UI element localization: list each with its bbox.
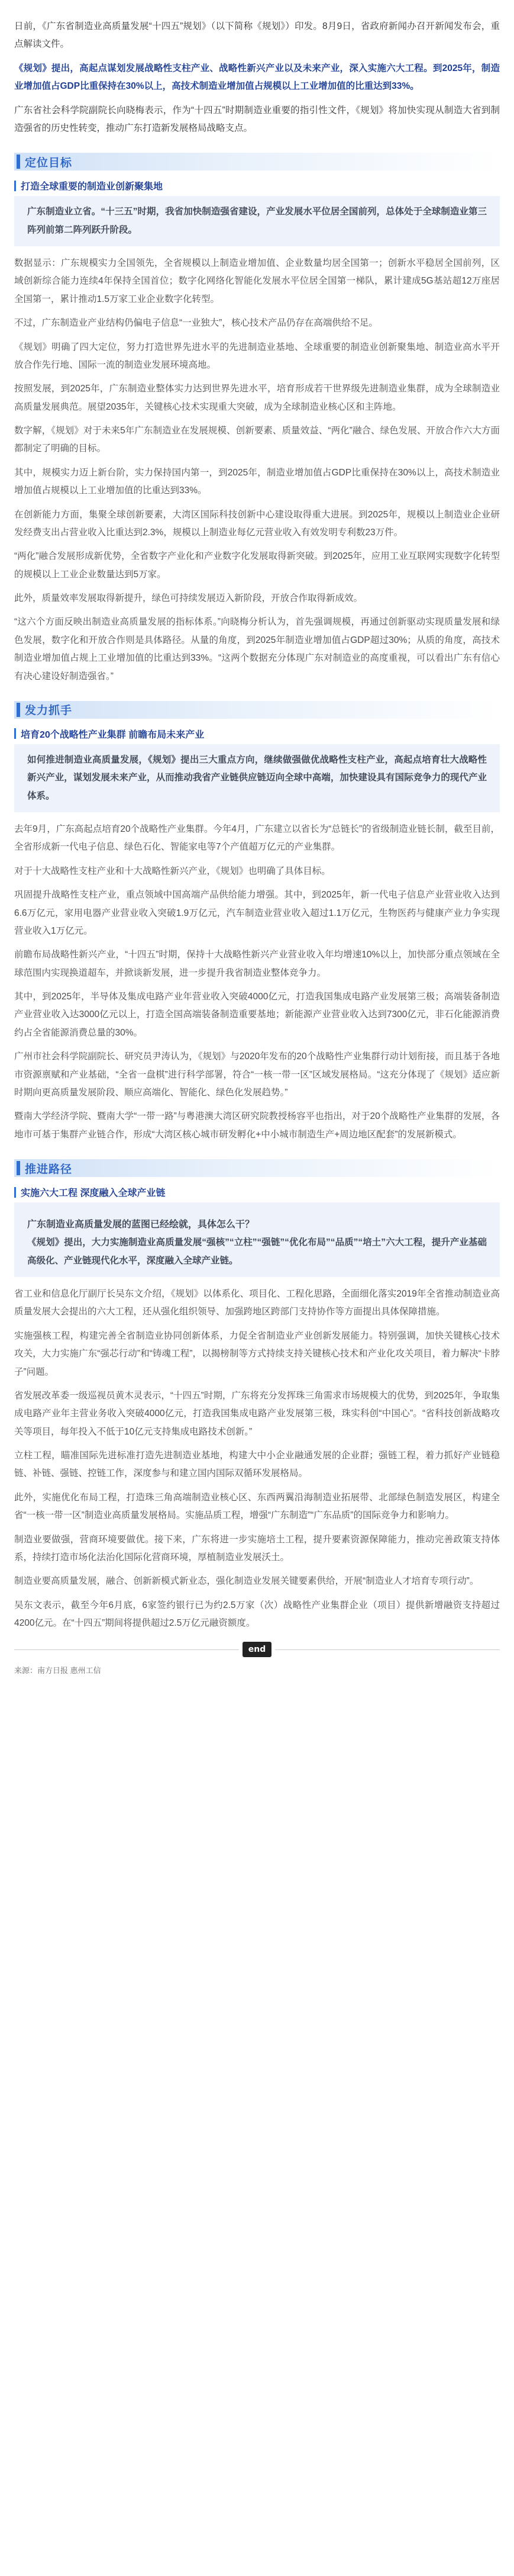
subtitle-marker-icon: [14, 728, 16, 739]
body-paragraph: 实施强核工程，构建完善全省制造业协同创新体系，力促全省制造业产业创新发展能力。特别强调，加快关键核心技术攻关，大力实施广东“强芯行动”和“铸魂工程”，以揭榜制等方式持续支持关键核心技术和产业化攻关项目，着力解决“卡脖子”问题。: [14, 1330, 500, 1377]
body-paragraph: 《规划》明确了四大定位，努力打造世界先进水平的先进制造业基地、全球重要的制造业创新聚集地、制造业高水平开放合作先行地、国际一流的制造业发展环境高地。: [14, 342, 500, 370]
body-paragraph: 在创新能力方面，集聚全球创新要素，大湾区国际科技创新中心建设取得重大进展。到2025年，规模以上制造业企业研发经费支出占营业收入比重达到2.3%，规模以上制造业每亿元营业收入有效发明专利数23万件。: [14, 509, 500, 538]
section-header-background: [14, 1159, 500, 1177]
body-paragraph: 数字解，《规划》对于未来5年广东制造业在发展规模、创新要素、质量效益、“两化”融合、绿色发展、开放合作六大方面都制定了明确的目标。: [14, 426, 500, 454]
intro-paragraph: 广东省社会科学院副院长向晓梅表示，作为“十四五”时期制造业重要的指引性文件，《规划》将加快实现从制造大省到制造强省的历史性转变，推动广东打造新发展格局战略支点。: [14, 105, 500, 133]
body-paragraph: 不过，广东制造业产业结构仍偏电子信息“一业独大”，核心技术产品仍存在高端供给不足。: [14, 318, 378, 329]
intro-highlight: 《规划》提出，高起点谋划发展战略性支柱产业、战略性新兴产业以及未来产业，深入实施六大工程。到2025年，制造业增加值占GDP比重保持在30%以上，高技术制造业增加值占规模以上工业增加值的比重达到33%。: [14, 63, 500, 92]
end-badge: end: [243, 1642, 271, 1657]
body-paragraph: 对于十大战略性支柱产业和十大战略性新兴产业，《规划》也明确了具体目标。: [14, 866, 331, 876]
body-paragraph: 暨南大学经济学院、暨南大学“一带一路”与粤港澳大湾区研究院教授杨容平也指出，对于20个战略性产业集群的发展，各地市可基于集群产业链合作，形成“大湾区核心城市研发孵化+中小城市制造生产+周边地区配套”的发展新模式。: [14, 1111, 500, 1140]
summary-box: [14, 744, 500, 812]
body-paragraph: 数据显示：广东规模实力全国领先，全省规模以上制造业增加值、企业数量均居全国第一；创新水平稳居全国前列，区域创新综合能力连续4年保持全国首位；数字化网络化智能化发展水平位居全国第一梯队，累计建成5G基站超12万座居全国第一，累计推动1.5万家工业企业数字化转型。: [14, 258, 500, 304]
section-subtitle: [14, 179, 500, 192]
source-credit: 来源：南方日报 惠州工信: [14, 1666, 101, 1675]
section-header-background: [14, 701, 500, 719]
subtitle-text: 实施六大工程 深度融入全球产业链: [21, 1188, 166, 1198]
section-header-background: [14, 153, 500, 171]
body-paragraph: 前瞻布局战略性新兴产业，“十四五”时期，保持十大战略性新兴产业营业收入年均增速10%以上，加快部分重点领域在全球范围内实现换道超车，并掀谈新发展，进一步提升我省制造业整体竞争力。: [14, 950, 500, 978]
section-header-positioning: [14, 153, 500, 171]
body-paragraph: 巩固提升战略性支柱产业，重点领域中国高端产品供给能力增强。其中，到2025年，新一代电子信息产业营业收入达到6.6万亿元，家用电器产业营业收入突破1.9万亿元，汽车制造业营业收入超过1.1万亿元，生物医药与健康产业力争实现营业收入1万亿元。: [14, 890, 500, 936]
section-title: 定位目标: [25, 156, 73, 169]
section-title: 推进路径: [25, 1163, 73, 1176]
body-paragraph: “这六个方面反映出制造业高质量发展的指标体系。”向晓梅分析认为，首先强调规模，再通过创新驱动实现质量发展和绿色发展，数字化和开放合作则是具体路径。从量的角度，到2025年制造业增加值占GDP超过30%；从质的角度，高技术制造业增加值占规上工业增加值的比重达到33%。“这两个数据充分体现广东对制造业的高度重视，可以看出广东有信心有决心建设好制造强省。”: [14, 617, 500, 681]
body-paragraph: 省工业和信息化厅副厅长吴东文介绍，《规划》以体系化、项目化、工程化思路，全面细化落实2019年全省推动制造业高质量发展大会提出的六大工程，还从强化组织领导、加强跨地区跨部门支持协作等方面提出具体保障措施。: [14, 1289, 500, 1317]
subtitle-marker-icon: [14, 181, 16, 191]
body-paragraph: 去年9月，广东高起点培育20个战略性产业集群。今年4月，广东建立以省长为“总链长”的省级制造业链长制，截至目前，全省形成新一代电子信息、绿色石化、智能家电等7个产值超万亿元的产业集群。: [14, 824, 500, 853]
body-paragraph: “两化”融合发展形成新优势，全省数字产业化和产业数字化发展取得新突破。到2025年，应用工业互联网实现数字化转型的规模以上工业企业数量达到5万家。: [14, 551, 500, 580]
divider-line: [14, 1649, 239, 1650]
section-subtitle: [14, 727, 500, 741]
section-marker-icon: [17, 1161, 20, 1175]
section-marker-icon: [17, 703, 20, 717]
subtitle-text: 培育20个战略性产业集群 前瞻布局未来产业: [21, 729, 205, 740]
body-paragraph: 省发展改革委一级巡视员黄木灵表示，“十四五”时期，广东将充分发挥珠三角需求市场规模大的优势，到2025年，争取集成电路产业年主营业务收入突破4000亿元，打造我国集成电路产业发展第三极，珠实科创“中国心”。“省科技创新战略攻关等项目，每年投入不低于10亿元支持集成电路技术创新。”: [14, 1390, 500, 1437]
body-paragraph: 制造业要高质量发展，融合、创新新模式新业态，强化制造业发展关键要素供给，开展“制造业人才培育专项行动”。: [14, 1576, 479, 1587]
body-paragraph: 制造业要做强，营商环境要做优。接下来，广东将进一步实施培土工程，提升要素资源保障能力，推动完善政策支持体系，持续打造市场化法治化国际化营商环境，厚植制造业发展沃土。: [14, 1534, 500, 1562]
section-subtitle: [14, 1185, 500, 1199]
summary-text: 如何推进制造业高质量发展，《规划》提出三大重点方向，继续做强做优战略性支柱产业，高起点培育壮大战略性新兴产业，谋划发展未来产业，从而推动我省产业链供应链迈向全球中高端，加快建设具有国际竞争力的现代产业体系。: [27, 754, 487, 801]
divider-line: [275, 1649, 500, 1650]
summary-text: 《规划》提出，大力实施制造业高质量发展“强核”“立柱”“强链”“优化布局”“品质”“培土”六大工程，提升产业基础高级化、产业链现代化水平，深度融入全球产业链。: [27, 1237, 487, 1266]
question-text: 广东制造业高质量发展的蓝图已经绘就，具体怎么干？: [27, 1220, 255, 1230]
section-marker-icon: [17, 155, 20, 169]
subtitle-text: 打造全球重要的制造业创新聚集地: [21, 182, 163, 192]
end-divider: [14, 1642, 500, 1657]
section-header-levers: [14, 701, 500, 719]
body-paragraph: 立柱工程，瞄准国际先进标准打造先进制造业基地，构建大中小企业融通发展的企业群；强链工程，着力抓好产业链稳链、补链、强链、控链工作，深度参与和建立国内国际双循环发展格局。: [14, 1451, 500, 1479]
body-paragraph: 吴东文表示，截至今年6月底，6家签约银行已为约2.5万家（次）战略性产业集群企业（项目）提供新增融资支持超过4200亿元。在“十四五”期间将提供超过2.5万亿元融资额度。: [14, 1600, 500, 1629]
summary-text: 广东制造业立省。“十三五”时期，我省加快制造强省建设，产业发展水平位居全国前列，总体处于全球制造业第三阵列前第二阵列跃升阶段。: [27, 207, 487, 235]
body-paragraph: 广州市社会科学院副院长、研究员尹涛认为，《规划》与2020年发布的20个战略性产业集群行动计划衔接，而且基于各地市资源禀赋和产业基础，“全省一盘棋”进行科学部署，符合“一核一带一区”区域发展格局。“这充分体现了《规划》适应新时期向更高质量发展阶段、顺应高端化、智能化、绿色化发展趋势。”: [14, 1051, 500, 1098]
body-paragraph: 其中，到2025年，半导体及集成电路产业年营业收入突破4000亿元，打造我国集成电路产业发展第三极；高端装备制造产业营业收入达3000亿元以上，打造全国高端装备制造重要基地；新能源产业营业收入达到7300亿元，非石化能源消费约占全省能源消费总量的30%。: [14, 992, 500, 1038]
subtitle-marker-icon: [14, 1187, 16, 1198]
section-header-path: [14, 1159, 500, 1177]
summary-box: [14, 1202, 500, 1277]
body-paragraph: 其中，规模实力迈上新台阶，实力保持国内第一，到2025年，制造业增加值占GDP比重保持在30%以上，高技术制造业增加值占规模以上工业增加值的比重达到33%。: [14, 467, 500, 496]
summary-box: [14, 196, 500, 246]
body-paragraph: 此外，质量效率发展取得新提升，绿色可持续发展迈入新阶段，开放合作取得新成效。: [14, 593, 363, 603]
body-paragraph: 此外，实施优化布局工程，打造珠三角高端制造业核心区、东西两翼沿海制造业拓展带、北部绿色制造发展区，构建全省“一核一带一区”制造业高质量发展格局。实施品质工程，增强“广东制造”“广东品质”的国际竞争力和影响力。: [14, 1492, 500, 1521]
intro-paragraph: 日前，《广东省制造业高质量发展“十四五”规划》（以下简称《规划》）印发。8月9日，省政府新闻办召开新闻发布会，重点解读文件。: [14, 21, 500, 50]
section-title: 发力抓手: [25, 705, 73, 718]
body-paragraph: 按照发展，到2025年，广东制造业整体实力达到世界先进水平，培育形成若干世界级先进制造业集群，成为全球制造业高质量发展典范。展望2035年，关键核心技术实现重大突破，成为全球制造业核心区和主阵地。: [14, 384, 500, 412]
